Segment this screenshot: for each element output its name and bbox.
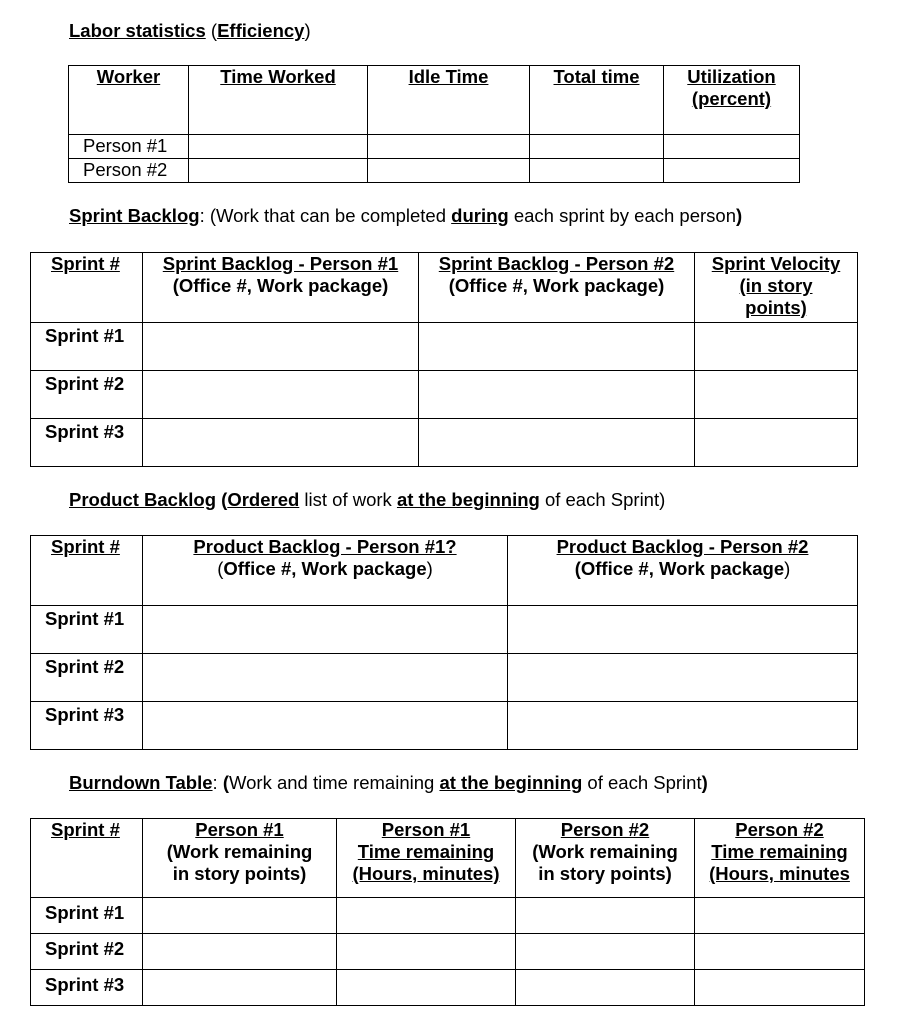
table-cell[interactable] bbox=[189, 135, 368, 159]
row-label: Person #2 bbox=[69, 159, 189, 183]
table-cell[interactable] bbox=[143, 419, 419, 467]
row-label: Sprint #3 bbox=[31, 419, 143, 467]
product-backlog-title-bold: Ordered bbox=[227, 489, 300, 510]
labor-statistics-heading bbox=[69, 20, 311, 42]
product-backlog-table bbox=[30, 535, 858, 750]
table-row bbox=[31, 606, 858, 654]
table-row bbox=[69, 135, 800, 159]
col-header-sprint: Sprint # bbox=[31, 253, 143, 323]
labor-statistics-table bbox=[68, 65, 800, 183]
sprint-backlog-title-main: Sprint Backlog bbox=[69, 205, 200, 226]
burndown-title-bold: at the beginning bbox=[439, 772, 583, 793]
col-header-person-1-time: Person #1 Time remaining (Hours, minutes) bbox=[337, 819, 516, 898]
col-header-utilization: Utilization (percent) bbox=[664, 66, 800, 135]
col-header-worker: Worker bbox=[69, 66, 189, 135]
table-cell[interactable] bbox=[695, 323, 858, 371]
table-cell[interactable] bbox=[508, 654, 858, 702]
table-cell[interactable] bbox=[368, 135, 530, 159]
table-cell[interactable] bbox=[143, 702, 508, 750]
sprint-backlog-table bbox=[30, 252, 858, 467]
burndown-title-rest2: of each Sprint bbox=[582, 772, 702, 793]
labor-title-sub: Efficiency bbox=[217, 20, 305, 41]
row-label: Sprint #1 bbox=[31, 606, 143, 654]
col-header-product-backlog-person-1: Product Backlog - Person #1? (Office #, Work package) bbox=[143, 536, 508, 606]
col-header-sprint-backlog-person-1: Sprint Backlog - Person #1 (Office #, Work package) bbox=[143, 253, 419, 323]
labor-title-open: ( bbox=[205, 20, 218, 41]
table-cell[interactable] bbox=[530, 135, 664, 159]
table-cell[interactable] bbox=[516, 898, 695, 934]
burndown-title-rest1: Work and time remaining bbox=[229, 772, 440, 793]
row-label: Sprint #2 bbox=[31, 371, 143, 419]
table-cell[interactable] bbox=[695, 934, 865, 970]
product-backlog-title-open: ( bbox=[216, 489, 228, 510]
table-cell[interactable] bbox=[695, 898, 865, 934]
col-header-idle-time: Idle Time bbox=[368, 66, 530, 135]
table-cell[interactable] bbox=[664, 135, 800, 159]
table-row bbox=[31, 419, 858, 467]
col-header-sprint: Sprint # bbox=[31, 536, 143, 606]
table-cell[interactable] bbox=[664, 159, 800, 183]
sprint-backlog-title-rest1: : (Work that can be completed bbox=[199, 205, 452, 226]
col-header-time-worked: Time Worked bbox=[189, 66, 368, 135]
table-row bbox=[31, 371, 858, 419]
table-row bbox=[69, 159, 800, 183]
col-header-person-1-work: Person #1 (Work remaining in story points) bbox=[143, 819, 337, 898]
col-header-person-2-time: Person #2 Time remaining (Hours, minutes bbox=[695, 819, 865, 898]
burndown-title-main: Burndown Table bbox=[69, 772, 213, 793]
table-row bbox=[31, 934, 865, 970]
product-backlog-heading bbox=[69, 489, 665, 511]
col-header-product-backlog-person-2: Product Backlog - Person #2 (Office #, Work package) bbox=[508, 536, 858, 606]
table-row bbox=[31, 323, 858, 371]
table-cell[interactable] bbox=[143, 371, 419, 419]
burndown-table bbox=[30, 818, 865, 1006]
col-header-sprint-velocity: Sprint Velocity (in story points) bbox=[695, 253, 858, 323]
table-cell[interactable] bbox=[419, 419, 695, 467]
row-label: Person #1 bbox=[69, 135, 189, 159]
row-label: Sprint #1 bbox=[31, 323, 143, 371]
table-cell[interactable] bbox=[695, 970, 865, 1006]
table-row bbox=[31, 898, 865, 934]
table-cell[interactable] bbox=[419, 371, 695, 419]
burndown-title-close: ) bbox=[701, 772, 708, 793]
row-label: Sprint #3 bbox=[31, 970, 143, 1006]
burndown-title-paren: ( bbox=[222, 772, 229, 793]
table-cell[interactable] bbox=[516, 970, 695, 1006]
product-backlog-title-rest1: list of work bbox=[299, 489, 397, 510]
table-cell[interactable] bbox=[189, 159, 368, 183]
row-label: Sprint #2 bbox=[31, 654, 143, 702]
table-cell[interactable] bbox=[419, 323, 695, 371]
table-cell[interactable] bbox=[337, 898, 516, 934]
table-cell[interactable] bbox=[143, 606, 508, 654]
table-cell[interactable] bbox=[143, 323, 419, 371]
table-row bbox=[31, 702, 858, 750]
table-row bbox=[31, 654, 858, 702]
table-cell[interactable] bbox=[508, 702, 858, 750]
sprint-backlog-heading bbox=[69, 205, 742, 227]
burndown-title-colon: : bbox=[212, 772, 223, 793]
table-cell[interactable] bbox=[337, 970, 516, 1006]
table-cell[interactable] bbox=[143, 934, 337, 970]
table-cell[interactable] bbox=[516, 934, 695, 970]
row-label: Sprint #1 bbox=[31, 898, 143, 934]
table-cell[interactable] bbox=[695, 371, 858, 419]
sprint-backlog-title-close: ) bbox=[735, 205, 743, 226]
labor-title-close: ) bbox=[304, 20, 311, 41]
burndown-heading bbox=[69, 772, 708, 794]
row-label: Sprint #3 bbox=[31, 702, 143, 750]
col-header-person-2-work: Person #2 (Work remaining in story points) bbox=[516, 819, 695, 898]
row-label: Sprint #2 bbox=[31, 934, 143, 970]
col-header-total-time: Total time bbox=[530, 66, 664, 135]
table-cell[interactable] bbox=[530, 159, 664, 183]
table-cell[interactable] bbox=[337, 934, 516, 970]
labor-title-main: Labor statistics bbox=[69, 20, 206, 41]
product-backlog-title-main: Product Backlog bbox=[69, 489, 216, 510]
table-cell[interactable] bbox=[368, 159, 530, 183]
table-cell[interactable] bbox=[695, 419, 858, 467]
sprint-backlog-title-bold: during bbox=[451, 205, 509, 226]
table-cell[interactable] bbox=[143, 898, 337, 934]
table-cell[interactable] bbox=[143, 970, 337, 1006]
product-backlog-title-bold2: at the beginning bbox=[396, 489, 540, 510]
col-header-sprint: Sprint # bbox=[31, 819, 143, 898]
product-backlog-title-rest2: of each Sprint) bbox=[539, 489, 666, 510]
table-cell[interactable] bbox=[508, 606, 858, 654]
table-cell[interactable] bbox=[143, 654, 508, 702]
col-header-sprint-backlog-person-2: Sprint Backlog - Person #2 (Office #, Work package) bbox=[419, 253, 695, 323]
sprint-backlog-title-rest2: each sprint by each person bbox=[508, 205, 736, 226]
table-row bbox=[31, 970, 865, 1006]
